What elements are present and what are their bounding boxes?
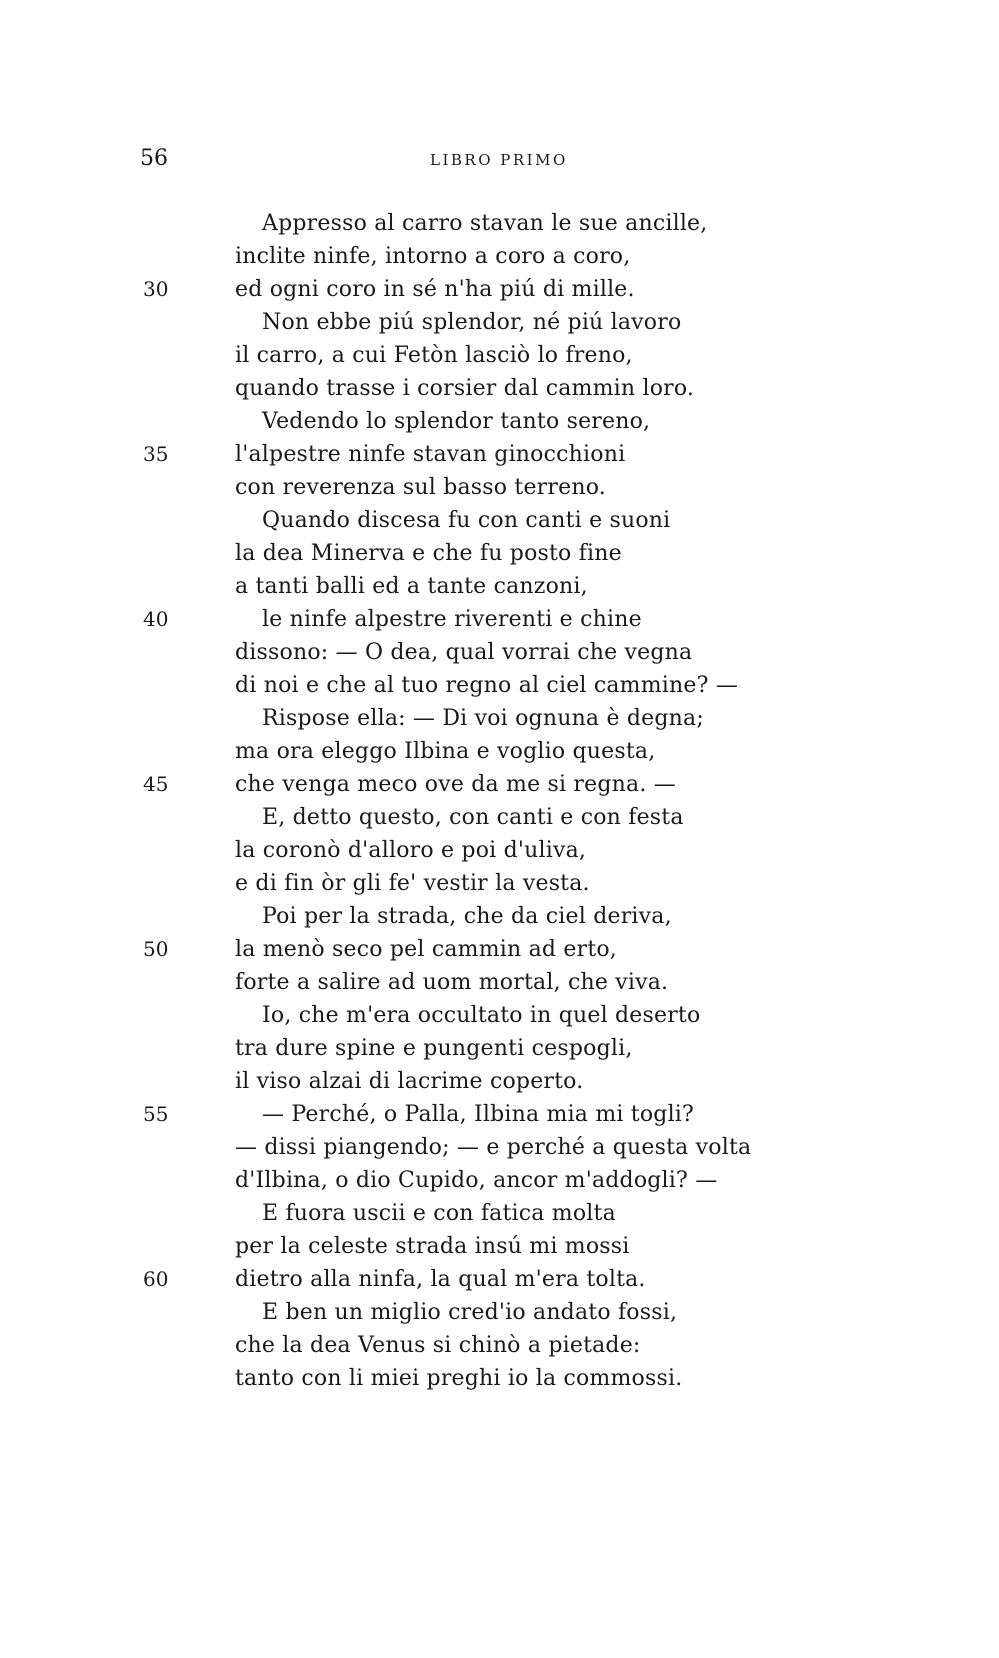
verse-line	[0, 1230, 999, 1263]
verse-line	[0, 570, 999, 603]
verse-text: inclite ninfe, intorno a coro a coro,	[235, 244, 631, 269]
verse-text: la dea Minerva e che fu posto fine	[235, 541, 622, 566]
line-number: 35	[143, 442, 169, 466]
verse-line	[0, 867, 999, 900]
verse-line	[0, 1032, 999, 1065]
line-number: 55	[143, 1102, 169, 1126]
verse-text: Quando discesa fu con canti e suoni	[262, 508, 671, 533]
verse-text: e di fin òr gli fe' vestir la vesta.	[235, 871, 590, 896]
verse-text: dietro alla ninfa, la qual m'era tolta.	[235, 1267, 646, 1292]
verse-line	[0, 669, 999, 702]
verse-text: dissono: — O dea, qual vorrai che vegna	[235, 640, 693, 665]
verse-line	[0, 933, 999, 966]
verse-text: forte a salire ad uom mortal, che viva.	[235, 970, 669, 995]
verse-line	[0, 999, 999, 1032]
line-number: 30	[143, 277, 169, 301]
verse-line	[0, 405, 999, 438]
verse-text: la menò seco pel cammin ad erto,	[235, 937, 618, 962]
verse-line	[0, 801, 999, 834]
line-number: 45	[143, 772, 169, 796]
verse-text: E ben un miglio cred'io andato fossi,	[262, 1300, 678, 1325]
verse-text: Rispose ella: — Di voi ognuna è degna;	[262, 706, 704, 731]
verse-text: di noi e che al tuo regno al ciel cammine? —	[235, 673, 739, 698]
verse-line	[0, 504, 999, 537]
verse-line	[0, 306, 999, 339]
verse-line	[0, 1164, 999, 1197]
verse-text: l'alpestre ninfe stavan ginocchioni	[235, 442, 626, 467]
verse-text: che venga meco ove da me si regna. —	[235, 772, 676, 797]
verse-text: — dissi piangendo; — e perché a questa volta	[235, 1135, 752, 1160]
verse-text: Vedendo lo splendor tanto sereno,	[262, 409, 651, 434]
verse-line	[0, 1131, 999, 1164]
verse-text: le ninfe alpestre riverenti e chine	[262, 607, 642, 632]
verse-line	[0, 966, 999, 999]
page-number: 56	[140, 146, 168, 171]
verse-line	[0, 1362, 999, 1395]
verse-text: ma ora eleggo Ilbina e voglio questa,	[235, 739, 656, 764]
verse-line	[0, 768, 999, 801]
verse-line	[0, 702, 999, 735]
verse-line	[0, 735, 999, 768]
verse-text: con reverenza sul basso terreno.	[235, 475, 606, 500]
running-head: LIBRO PRIMO	[430, 151, 568, 169]
verse-text: — Perché, o Palla, Ilbina mia mi togli?	[262, 1102, 695, 1127]
verse-text: per la celeste strada insú mi mossi	[235, 1234, 630, 1259]
verse-text: il viso alzai di lacrime coperto.	[235, 1069, 584, 1094]
verse-line	[0, 1065, 999, 1098]
verse-line	[0, 339, 999, 372]
verse-line	[0, 372, 999, 405]
verse-line	[0, 207, 999, 240]
verse-line	[0, 1098, 999, 1131]
verse-text: E fuora uscii e con fatica molta	[262, 1201, 616, 1226]
verse-text: la coronò d'alloro e poi d'uliva,	[235, 838, 587, 863]
verse-text: ed ogni coro in sé n'ha piú di mille.	[235, 277, 635, 302]
verse-text: Poi per la strada, che da ciel deriva,	[262, 904, 672, 929]
verse-line	[0, 636, 999, 669]
verse-text: Non ebbe piú splendor, né piú lavoro	[262, 310, 682, 335]
verse-text: tanto con li miei preghi io la commossi.	[235, 1366, 683, 1391]
line-number: 60	[143, 1267, 169, 1291]
verse-line	[0, 603, 999, 636]
verse-line	[0, 1329, 999, 1362]
verse-line	[0, 240, 999, 273]
poem-body	[0, 207, 999, 1395]
line-number: 50	[143, 937, 169, 961]
verse-text: Appresso al carro stavan le sue ancille,	[262, 211, 708, 236]
verse-text: che la dea Venus si chinò a pietade:	[235, 1333, 641, 1358]
verse-text: a tanti balli ed a tante canzoni,	[235, 574, 588, 599]
verse-line	[0, 900, 999, 933]
verse-text: Io, che m'era occultato in quel deserto	[262, 1003, 701, 1028]
line-number: 40	[143, 607, 169, 631]
verse-line	[0, 537, 999, 570]
verse-line	[0, 1296, 999, 1329]
verse-line	[0, 1263, 999, 1296]
verse-line	[0, 1197, 999, 1230]
verse-text: E, detto questo, con canti e con festa	[262, 805, 684, 830]
verse-text: d'Ilbina, o dio Cupido, ancor m'addogli? —	[235, 1168, 718, 1193]
verse-text: il carro, a cui Fetòn lasciò lo freno,	[235, 343, 633, 368]
verse-text: tra dure spine e pungenti cespogli,	[235, 1036, 633, 1061]
verse-text: quando trasse i corsier dal cammin loro.	[235, 376, 695, 401]
verse-line	[0, 273, 999, 306]
verse-line	[0, 438, 999, 471]
verse-line	[0, 834, 999, 867]
verse-line	[0, 471, 999, 504]
